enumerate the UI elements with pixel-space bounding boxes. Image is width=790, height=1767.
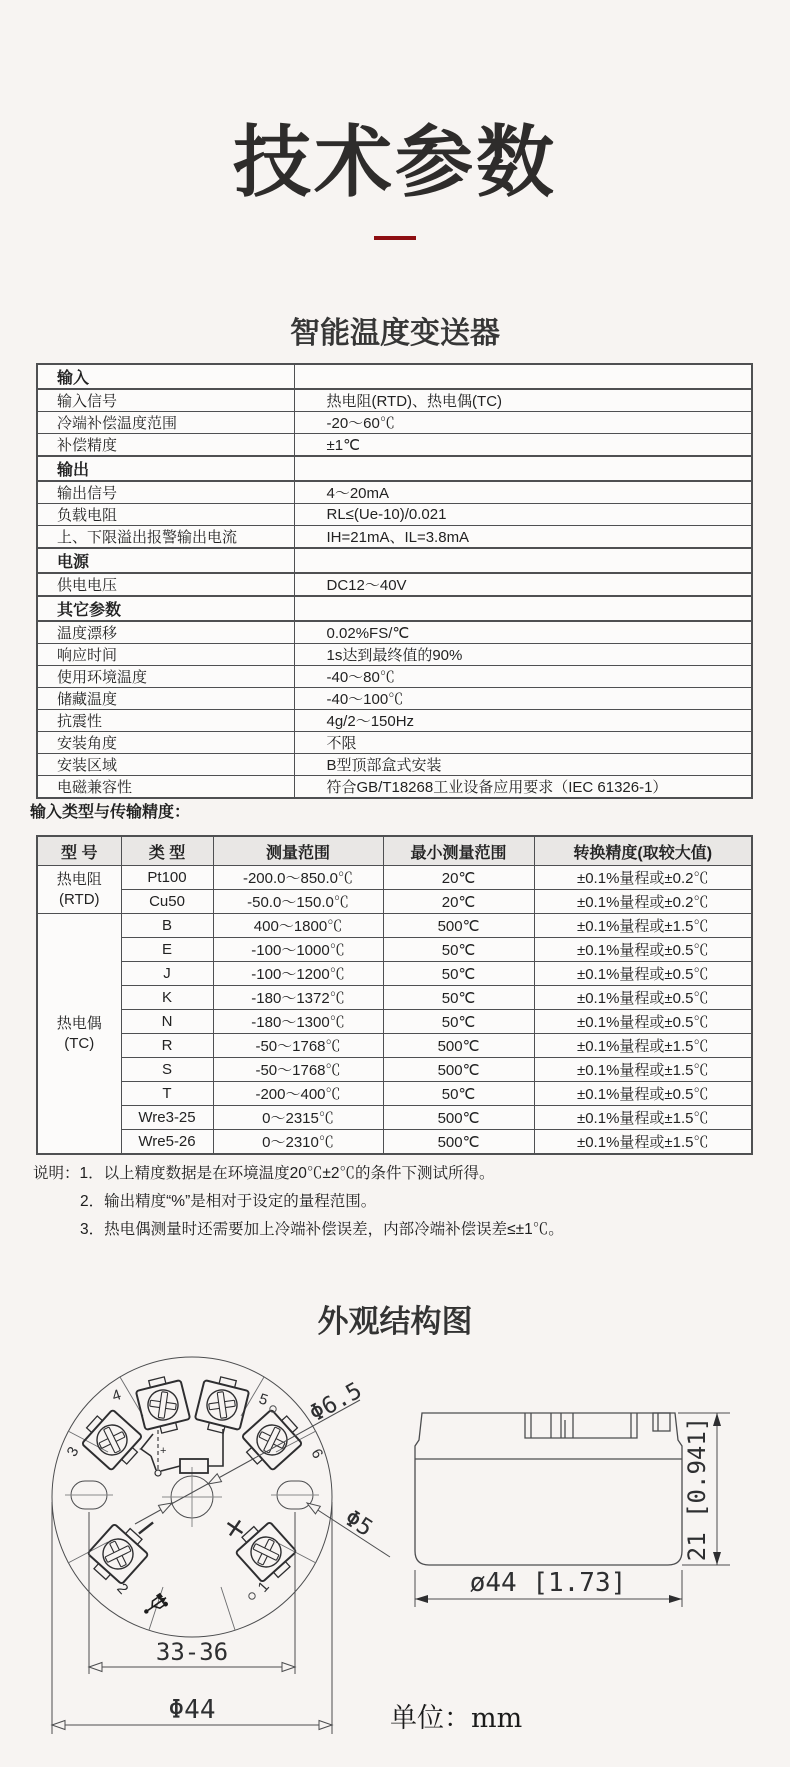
spec-row — [37, 688, 752, 710]
wiring-plus-label: + — [160, 1445, 167, 1457]
accuracy-cell: 0～2310℃ — [213, 1130, 383, 1155]
accuracy-row — [37, 1034, 752, 1058]
spec-row — [37, 754, 752, 776]
outer-dia-label: Φ44 — [168, 1695, 216, 1725]
spec-label: 补偿精度 — [37, 434, 294, 457]
spec-value — [294, 548, 752, 573]
spec-label: 上、下限溢出报警输出电流 — [37, 526, 294, 549]
terminal-number-4: 4 — [110, 1386, 124, 1406]
spec-label: 安装区域 — [37, 754, 294, 776]
accuracy-cell: ±0.1%量程或±1.5℃ — [534, 914, 752, 938]
accuracy-cell: ±0.1%量程或±0.5℃ — [534, 986, 752, 1010]
accuracy-row — [37, 1058, 752, 1082]
spec-label: 安装角度 — [37, 732, 294, 754]
accuracy-row — [37, 962, 752, 986]
accuracy-cell: ±0.1%量程或±0.2℃ — [534, 890, 752, 914]
spec-label: 负载电阻 — [37, 504, 294, 526]
spec-value: 0.02%FS/℃ — [294, 621, 752, 644]
resistor-symbol — [180, 1459, 208, 1473]
spec-value: 1s达到最终值的90% — [294, 644, 752, 666]
accuracy-cell: -200～400℃ — [213, 1082, 383, 1106]
note-line — [33, 1160, 564, 1188]
spec-row — [37, 481, 752, 504]
accuracy-cell: ±0.1%量程或±0.5℃ — [534, 1082, 752, 1106]
leader-arrowheads — [158, 1474, 320, 1514]
accuracy-cell: ±0.1%量程或±0.5℃ — [534, 938, 752, 962]
spec-label: 输入 — [37, 364, 294, 389]
hole-spacing-label: 33-36 — [155, 1638, 229, 1666]
spec-row — [37, 776, 752, 799]
plus-mark — [223, 1516, 248, 1541]
accuracy-cell: J — [121, 962, 213, 986]
accuracy-cell: 20℃ — [383, 866, 534, 890]
accuracy-table-head-row — [37, 836, 752, 866]
accuracy-header-cell: 类 型 — [121, 836, 213, 866]
spec-label: 储藏温度 — [37, 688, 294, 710]
accuracy-cell: -50～1768℃ — [213, 1034, 383, 1058]
spec-row — [37, 504, 752, 526]
spec-label: 供电电压 — [37, 573, 294, 596]
spec-label: 抗震性 — [37, 710, 294, 732]
spec-section-row — [37, 596, 752, 621]
accuracy-cell: 50℃ — [383, 1010, 534, 1034]
spec-section-row — [37, 364, 752, 389]
accuracy-cell: Wre3-25 — [121, 1106, 213, 1130]
note-text: 1．以上精度数据是在环境温度20℃±2℃的条件下测试所得。 — [79, 1165, 495, 1182]
spec-value: -20～60℃ — [294, 412, 752, 434]
spec-value: ±1℃ — [294, 434, 752, 457]
accuracy-cell: 50℃ — [383, 1082, 534, 1106]
accuracy-cell: 500℃ — [383, 1106, 534, 1130]
spec-section-row — [37, 456, 752, 481]
terminal-1 — [231, 1517, 301, 1588]
accuracy-row — [37, 938, 752, 962]
spec-row — [37, 526, 752, 549]
accuracy-cell: 0～2315℃ — [213, 1106, 383, 1130]
accuracy-cell: ±0.1%量程或±1.5℃ — [534, 1106, 752, 1130]
accuracy-row — [37, 1106, 752, 1130]
accuracy-cell: -200.0～850.0℃ — [213, 866, 383, 890]
accuracy-cell: 500℃ — [383, 1034, 534, 1058]
accuracy-header-cell: 最小测量范围 — [383, 836, 534, 866]
terminal-number-2: 2 — [113, 1580, 132, 1598]
accuracy-cell: -50.0～150.0℃ — [213, 890, 383, 914]
accuracy-table — [36, 835, 753, 1155]
spec-label: 温度漂移 — [37, 621, 294, 644]
note-text: 3．热电偶测量时还需要加上冷端补偿误差，内部冷端补偿误差≤±1℃。 — [80, 1221, 564, 1238]
accuracy-section-label: 输入类型与传输精度： — [30, 804, 191, 821]
accuracy-cell: Pt100 — [121, 866, 213, 890]
spec-row — [37, 389, 752, 412]
minus-mark — [139, 1522, 153, 1533]
spec-label: 电源 — [37, 548, 294, 573]
terminal-number-1: 1 — [254, 1578, 273, 1596]
accuracy-row — [37, 1130, 752, 1155]
side-view-drawing — [365, 1380, 790, 1680]
accuracy-cell: S — [121, 1058, 213, 1082]
spec-label: 电磁兼容性 — [37, 776, 294, 799]
accuracy-row — [37, 914, 752, 938]
spec-table — [36, 363, 753, 799]
spec-value — [294, 364, 752, 389]
side-hole-dia-label: Φ5 — [339, 1505, 378, 1543]
housing-side-outline — [415, 1413, 682, 1565]
terminal-6 — [237, 1405, 308, 1475]
note-line — [33, 1216, 564, 1244]
title-accent-dash — [374, 236, 416, 240]
accuracy-row — [37, 866, 752, 890]
accuracy-cell: B — [121, 914, 213, 938]
accuracy-header-cell: 型 号 — [37, 836, 121, 866]
section-title-transmitter: 智能温度变送器 — [290, 317, 500, 350]
accuracy-cell: -180～1372℃ — [213, 986, 383, 1010]
accuracy-cell: -100～1200℃ — [213, 962, 383, 986]
spec-value: 不限 — [294, 732, 752, 754]
spec-value: 符合GB/T18268工业设备应用要求（IEC 61326-1） — [294, 776, 752, 799]
wiring-minus-label: - — [139, 1443, 143, 1455]
usb-icon — [140, 1592, 170, 1619]
spec-value — [294, 456, 752, 481]
spec-label: 使用环境温度 — [37, 666, 294, 688]
accuracy-row — [37, 890, 752, 914]
accuracy-cell: 500℃ — [383, 914, 534, 938]
notes-prefix: 说明： — [33, 1165, 80, 1182]
spec-label: 其它参数 — [37, 596, 294, 621]
accuracy-cell: 50℃ — [383, 986, 534, 1010]
accuracy-cell: ±0.1%量程或±0.2℃ — [534, 866, 752, 890]
spec-value — [294, 596, 752, 621]
center-hole-dia-label: Φ6.5 — [305, 1377, 367, 1428]
spec-row — [37, 710, 752, 732]
spec-row — [37, 412, 752, 434]
accuracy-cell: T — [121, 1082, 213, 1106]
spec-value: -40～100℃ — [294, 688, 752, 710]
terminal-number-5: 5 — [256, 1390, 270, 1410]
accuracy-cell: Cu50 — [121, 890, 213, 914]
spec-label: 响应时间 — [37, 644, 294, 666]
section-title-structure: 外观结构图 — [317, 1304, 473, 1339]
top-view-drawing — [15, 1352, 400, 1752]
accuracy-cell: K — [121, 986, 213, 1010]
spec-table-body — [37, 364, 752, 798]
accuracy-cell: 500℃ — [383, 1058, 534, 1082]
accuracy-cell: ±0.1%量程或±0.5℃ — [534, 962, 752, 986]
spec-value: DC12～40V — [294, 573, 752, 596]
spec-row — [37, 621, 752, 644]
accuracy-cell: -50～1768℃ — [213, 1058, 383, 1082]
terminal-number-3: 3 — [63, 1443, 83, 1460]
accuracy-cell: 500℃ — [383, 1130, 534, 1155]
accuracy-cell: N — [121, 1010, 213, 1034]
accuracy-header-cell: 测量范围 — [213, 836, 383, 866]
accuracy-cell: -100～1000℃ — [213, 938, 383, 962]
accuracy-row — [37, 1082, 752, 1106]
accuracy-cell: 20℃ — [383, 890, 534, 914]
spec-label: 输出信号 — [37, 481, 294, 504]
height-dim-label: 21 [0.941] — [683, 1416, 711, 1562]
accuracy-cell: -180～1300℃ — [213, 1010, 383, 1034]
spec-row — [37, 644, 752, 666]
spec-value: 热电阻(RTD)、热电偶(TC) — [294, 389, 752, 412]
model-cell: 热电阻 (RTD) — [37, 866, 121, 914]
terminal-5 — [193, 1373, 251, 1437]
terminal-4 — [134, 1373, 192, 1437]
accuracy-cell: Wre5-26 — [121, 1130, 213, 1155]
spec-value: -40～80℃ — [294, 666, 752, 688]
accuracy-table-body — [37, 866, 752, 1155]
accuracy-cell: 400～1800℃ — [213, 914, 383, 938]
accuracy-cell: R — [121, 1034, 213, 1058]
accuracy-cell: 50℃ — [383, 962, 534, 986]
terminal-3 — [77, 1405, 148, 1475]
spec-label: 输出 — [37, 456, 294, 481]
wiring-symbol — [141, 1429, 223, 1476]
accuracy-cell: ±0.1%量程或±1.5℃ — [534, 1058, 752, 1082]
terminal-number-6: 6 — [307, 1445, 327, 1462]
note-text: 2．输出精度“%”是相对于设定的量程范围。 — [80, 1193, 377, 1210]
unit-note: 单位：mm — [390, 1703, 523, 1734]
accuracy-cell: ±0.1%量程或±1.5℃ — [534, 1130, 752, 1155]
accuracy-row — [37, 1010, 752, 1034]
note-line — [33, 1188, 564, 1216]
spec-value: RL≤(Ue-10)/0.021 — [294, 504, 752, 526]
page-title: 技术参数 — [232, 118, 557, 206]
spec-section-row — [37, 548, 752, 573]
accuracy-cell: ±0.1%量程或±1.5℃ — [534, 1034, 752, 1058]
diameter-dim-label: ø44 [1.73] — [469, 1568, 627, 1598]
accuracy-header-cell: 转换精度(取较大值) — [534, 836, 752, 866]
spec-value: IH=21mA、IL=3.8mA — [294, 526, 752, 549]
spec-row — [37, 573, 752, 596]
accuracy-cell: 50℃ — [383, 938, 534, 962]
spec-row — [37, 434, 752, 457]
spec-row — [37, 732, 752, 754]
spec-value: B型顶部盒式安装 — [294, 754, 752, 776]
spec-label: 冷端补偿温度范围 — [37, 412, 294, 434]
accuracy-cell: ±0.1%量程或±0.5℃ — [534, 1010, 752, 1034]
model-cell: 热电偶 (TC) — [37, 914, 121, 1155]
spec-value: 4～20mA — [294, 481, 752, 504]
spec-value: 4g/2～150Hz — [294, 710, 752, 732]
accuracy-row — [37, 986, 752, 1010]
accuracy-cell: E — [121, 938, 213, 962]
notes — [33, 1160, 564, 1244]
spec-label: 输入信号 — [37, 389, 294, 412]
spec-row — [37, 666, 752, 688]
